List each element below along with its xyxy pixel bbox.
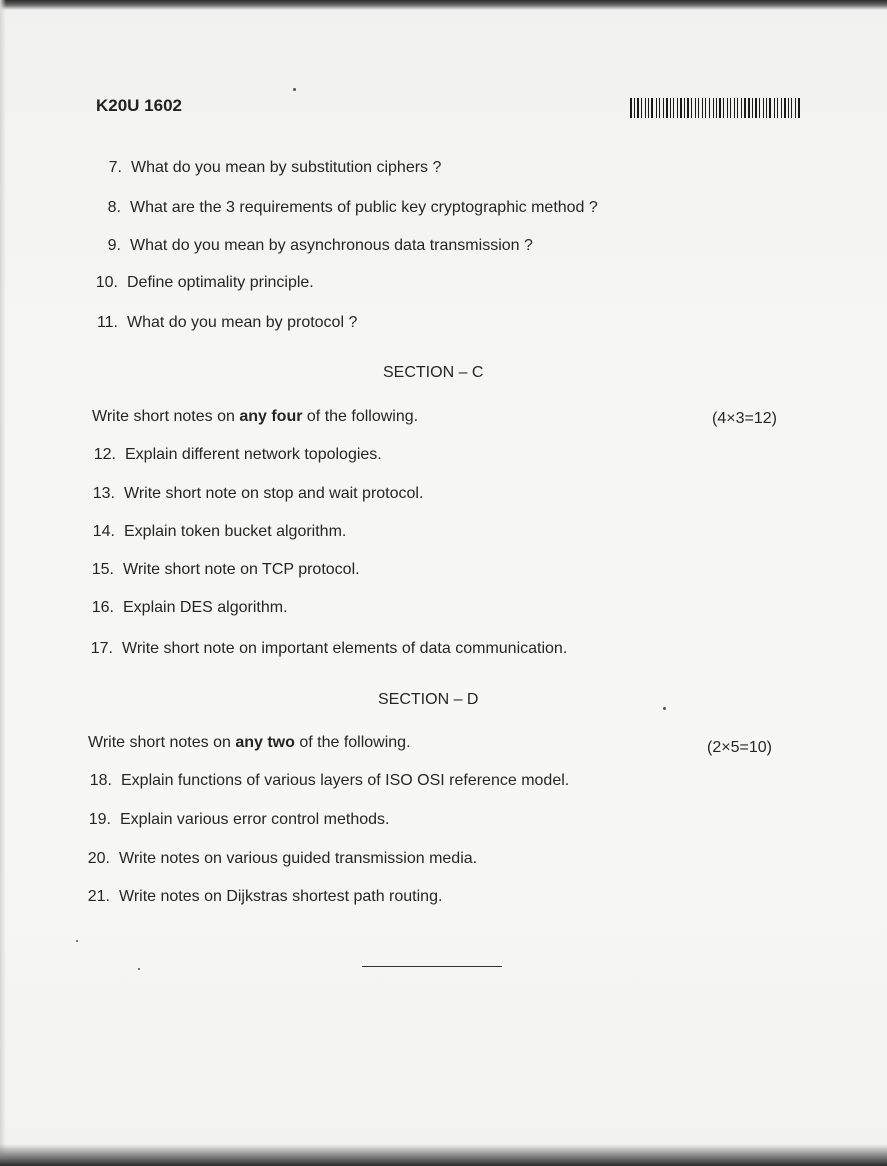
question-8 [97,199,598,217]
scan-speck [138,968,140,970]
instruction-text: Write short notes on [92,408,240,425]
question-9 [97,237,533,255]
section-d-heading: SECTION – D [378,691,479,708]
scan-speck [293,88,296,91]
question-15 [90,561,360,579]
question-number: 10. [95,274,118,291]
question-19 [87,811,389,829]
question-text: Write short note on TCP protocol. [123,561,360,578]
question-text: Write notes on various guided transmission media. [119,850,478,867]
scan-speck [663,707,666,710]
section-d-marks: (2×5=10) [707,739,772,756]
question-number: 18. [89,772,112,789]
question-13 [91,485,423,503]
question-text: Write short note on stop and wait protocol. [124,485,424,502]
section-d-instruction [88,734,411,752]
question-text: Define optimality principle. [127,274,314,291]
question-10 [94,274,314,292]
scan-speck [76,940,78,942]
question-text: Explain DES algorithm. [123,599,288,616]
instruction-text: of the following. [302,408,419,425]
question-number: 16. [91,599,114,616]
section-c-heading: SECTION – C [383,364,484,381]
question-number: 8. [107,199,121,216]
section-c-instruction [92,408,418,426]
question-text: Explain functions of various layers of ISO OSI reference model. [121,772,570,789]
question-14 [91,523,346,541]
instruction-emphasis: any four [239,408,303,425]
question-text: What are the 3 requirements of public key cryptographic method ? [130,199,598,216]
question-number: 15. [91,561,114,578]
question-number: 13. [92,485,115,502]
question-text: Explain different network topologies. [125,446,382,463]
question-number: 9. [107,237,121,254]
question-number: 20. [87,850,110,867]
section-c-marks: (4×3=12) [712,410,777,427]
question-21 [86,888,442,906]
question-text: What do you mean by substitution ciphers ? [131,159,442,176]
question-text: Write short note on important elements of data communication. [122,640,568,657]
question-text: What do you mean by protocol ? [127,314,358,331]
question-number: 19. [88,811,111,828]
question-number: 21. [87,888,110,905]
question-12 [92,446,382,464]
question-20 [86,850,477,868]
question-16 [90,599,288,617]
question-number: 12. [93,446,116,463]
question-text: Write notes on Dijkstras shortest path routing. [119,888,443,905]
scan-left-edge [0,0,6,1166]
question-18 [88,772,569,790]
question-11 [94,314,357,332]
barcode [630,98,802,118]
question-text: Explain various error control methods. [120,811,390,828]
question-7 [98,159,441,177]
end-of-paper-rule [362,966,502,967]
scan-top-edge [0,0,887,10]
question-number: 11. [96,314,118,331]
instruction-text: Write short notes on [88,734,236,751]
question-number: 14. [92,523,115,540]
question-number: 7. [108,159,122,176]
instruction-text: of the following. [294,734,411,751]
scan-bottom-edge [0,1144,887,1166]
question-text: Explain token bucket algorithm. [124,523,347,540]
question-17 [89,640,567,658]
question-text: What do you mean by asynchronous data transmission ? [130,237,533,254]
question-number: 17. [90,640,113,657]
instruction-emphasis: any two [235,734,295,751]
paper-code: K20U 1602 [96,96,183,115]
